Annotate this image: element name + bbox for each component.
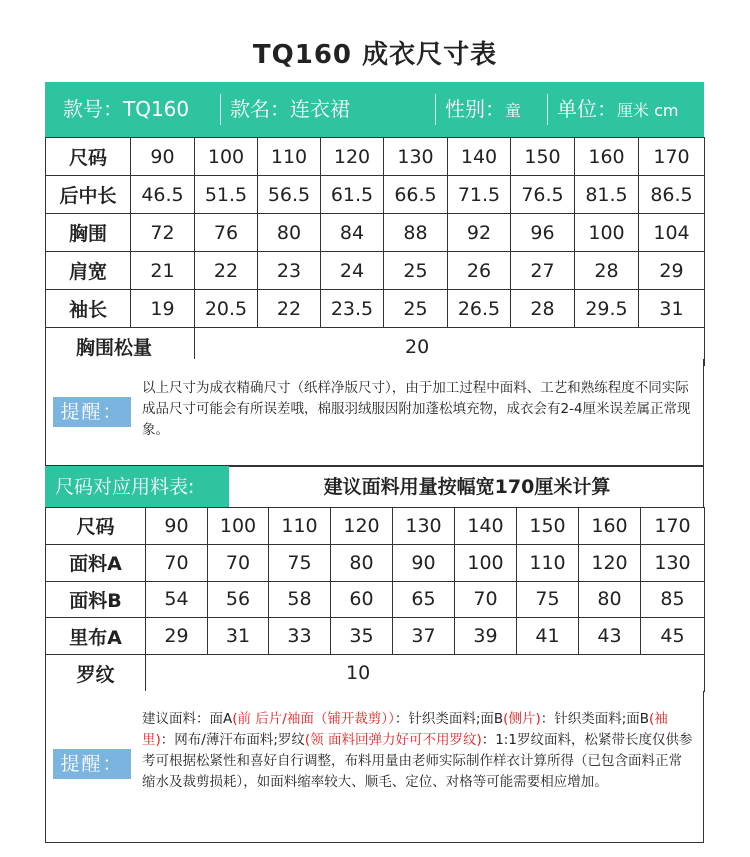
value-cell: 96 [511, 214, 575, 252]
table-row [46, 581, 705, 618]
value-cell: 80 [331, 544, 393, 581]
header-divider [547, 94, 548, 125]
fabric-section-label: 尺码对应用料表: [45, 466, 229, 508]
fabric-reminder-box [45, 691, 704, 843]
size-cell: 160 [575, 138, 639, 176]
header-divider [220, 94, 221, 125]
style-name: 款名：连衣裙 [230, 97, 350, 121]
unit-value: 厘米 cm [617, 101, 679, 120]
note-segment: ：针织类面料;面B [394, 711, 504, 727]
value-cell: 75 [517, 581, 579, 618]
note-segment: ：针织类面料;面B [540, 711, 650, 727]
table-row [46, 618, 705, 655]
value-cell: 19 [131, 290, 195, 328]
value-cell: 56 [208, 581, 269, 618]
value-cell: 24 [321, 252, 384, 290]
reminder-label: 提醒： [53, 397, 131, 427]
value-cell: 80 [258, 214, 321, 252]
size-table [45, 137, 705, 366]
value-cell: 23.5 [321, 290, 384, 328]
size-cell: 140 [448, 138, 511, 176]
size-cell: 120 [331, 508, 393, 545]
value-cell: 100 [575, 214, 639, 252]
value-cell: 39 [455, 618, 517, 655]
value-cell: 54 [146, 581, 208, 618]
value-cell: 65 [393, 581, 455, 618]
table-row [46, 252, 705, 290]
value-cell: 20.5 [195, 290, 258, 328]
style-number: 款号：TQ160 [63, 97, 190, 121]
row-header: 胸围 [46, 214, 131, 252]
table-row [46, 290, 705, 328]
value-cell: 76.5 [511, 176, 575, 214]
row-header: 面料B [46, 581, 146, 618]
value-cell: 25 [384, 290, 448, 328]
chest-ease-label: 胸围松量 [46, 328, 195, 366]
value-cell: 22 [258, 290, 321, 328]
chest-ease-value: 20 [195, 328, 705, 366]
value-cell: 120 [579, 544, 641, 581]
value-cell: 51.5 [195, 176, 258, 214]
value-cell: 28 [511, 290, 575, 328]
reminder-text: 以上尺寸为成衣精确尺寸（纸样净版尺寸），由于加工过程中面料、工艺和熟练程度不同实际成品尺寸可能会有所误差哦，棉服羽绒服因附加蓬松填充物，成衣会有2-4厘米误差属正常现象。 [142, 380, 691, 438]
value-cell: 81.5 [575, 176, 639, 214]
value-cell: 29.5 [575, 290, 639, 328]
value-cell: 61.5 [321, 176, 384, 214]
value-cell: 71.5 [448, 176, 511, 214]
fabric-section-bar [45, 466, 704, 508]
value-cell: 72 [131, 214, 195, 252]
unit-label: 单位： [557, 97, 617, 121]
value-cell: 100 [455, 544, 517, 581]
value-cell: 84 [321, 214, 384, 252]
value-cell: 60 [331, 581, 393, 618]
row-header: 袖长 [46, 290, 131, 328]
value-cell: 27 [511, 252, 575, 290]
value-cell: 70 [146, 544, 208, 581]
size-cell: 90 [146, 508, 208, 545]
value-cell: 23 [258, 252, 321, 290]
value-cell: 46.5 [131, 176, 195, 214]
row-header: 肩宽 [46, 252, 131, 290]
row-header: 面料A [46, 544, 146, 581]
size-cell: 170 [641, 508, 705, 545]
value-cell: 58 [269, 581, 331, 618]
value-cell: 31 [208, 618, 269, 655]
size-cell: 170 [639, 138, 705, 176]
value-cell: 92 [448, 214, 511, 252]
value-cell: 37 [393, 618, 455, 655]
value-cell: 88 [384, 214, 448, 252]
gender-label: 性别： [445, 97, 505, 121]
size-cell: 100 [208, 508, 269, 545]
value-cell: 35 [331, 618, 393, 655]
note-segment: ：网布/薄汗布面料;罗纹 [160, 732, 305, 748]
value-cell: 80 [579, 581, 641, 618]
value-cell: 33 [269, 618, 331, 655]
row-header: 尺码 [46, 508, 146, 545]
row-header: 尺码 [46, 138, 131, 176]
fabric-reminder-label: 提醒： [53, 749, 131, 779]
fabric-section-title: 建议面料用量按幅宽170厘米计算 [323, 476, 611, 498]
table-row [46, 214, 705, 252]
header-divider [435, 94, 436, 125]
value-cell: 31 [639, 290, 705, 328]
value-cell: 70 [455, 581, 517, 618]
rib-label: 罗纹 [46, 655, 146, 692]
size-cell: 110 [258, 138, 321, 176]
value-cell: 41 [517, 618, 579, 655]
note-highlight: (前 后片/袖面（铺开裁剪）） [232, 711, 395, 727]
size-cell: 110 [269, 508, 331, 545]
value-cell: 130 [641, 544, 705, 581]
value-cell: 70 [208, 544, 269, 581]
value-cell: 75 [269, 544, 331, 581]
value-cell: 110 [517, 544, 579, 581]
value-cell: 29 [146, 618, 208, 655]
note-highlight: (袖里) [142, 711, 668, 748]
table-row [46, 655, 705, 692]
fabric-table [45, 507, 705, 692]
value-cell: 90 [393, 544, 455, 581]
note-highlight: (领 面料回弹力好可不用罗纹) [304, 732, 482, 748]
page-title: TQ160 成衣尺寸表 [252, 40, 498, 70]
value-cell: 29 [639, 252, 705, 290]
rib-value: 10 [146, 655, 705, 692]
size-cell: 90 [131, 138, 195, 176]
note-highlight: (侧片) [503, 711, 541, 727]
value-cell: 26.5 [448, 290, 511, 328]
gender [445, 82, 521, 137]
value-cell: 25 [384, 252, 448, 290]
header-bar [45, 82, 704, 137]
table-row [46, 138, 705, 176]
value-cell: 26 [448, 252, 511, 290]
row-header: 后中长 [46, 176, 131, 214]
value-cell: 45 [641, 618, 705, 655]
reminder-box [45, 359, 704, 466]
value-cell: 104 [639, 214, 705, 252]
value-cell: 86.5 [639, 176, 705, 214]
note-segment: 建议面料：面A [142, 711, 233, 727]
value-cell: 56.5 [258, 176, 321, 214]
value-cell: 66.5 [384, 176, 448, 214]
note-segment: ：1:1罗纹面料，松紧带长度仅供参考可根据松紧性和喜好自行调整，布料用量由老师实际制作样衣计算所得（已包含面料正常缩水及裁剪损耗），如面料缩率较大、顺毛、定位、对格等可能需要相应增加。 [142, 732, 693, 790]
value-cell: 21 [131, 252, 195, 290]
size-cell: 130 [393, 508, 455, 545]
value-cell: 76 [195, 214, 258, 252]
value-cell: 43 [579, 618, 641, 655]
size-cell: 120 [321, 138, 384, 176]
size-cell: 150 [511, 138, 575, 176]
size-cell: 100 [195, 138, 258, 176]
size-cell: 130 [384, 138, 448, 176]
value-cell: 85 [641, 581, 705, 618]
size-cell: 160 [579, 508, 641, 545]
value-cell: 22 [195, 252, 258, 290]
size-cell: 140 [455, 508, 517, 545]
value-cell: 28 [575, 252, 639, 290]
table-row [46, 544, 705, 581]
fabric-reminder-text [142, 709, 694, 793]
table-row [46, 508, 705, 545]
gender-value: 童 [505, 101, 522, 120]
row-header: 里布A [46, 618, 146, 655]
unit [557, 82, 678, 137]
table-row [46, 176, 705, 214]
size-cell: 150 [517, 508, 579, 545]
